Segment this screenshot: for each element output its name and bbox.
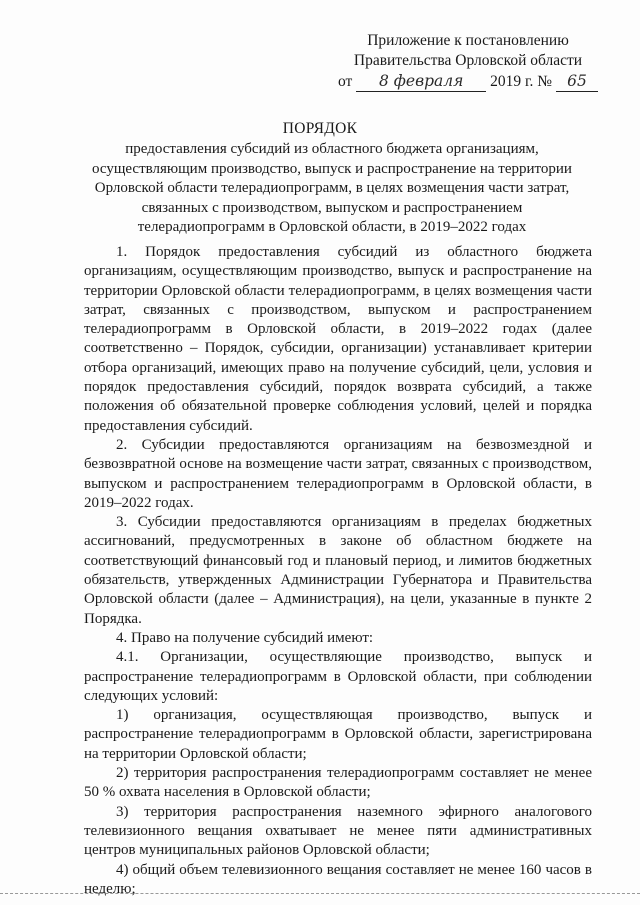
appendix-date-line	[318, 71, 618, 92]
document-title: ПОРЯДОК	[282, 120, 358, 137]
date-prefix: от	[338, 73, 353, 90]
appendix-header	[318, 31, 618, 92]
scan-edge-line	[0, 893, 640, 895]
paragraph-3: 3. Субсидии предоставляются организациям в пределах бюджетных ассигнований, предусмотренных в законе об областном бюджете на соответствующий финансовый год и плановый период, и лимитов бюджетных обязательств, утвержденных Администрации Губернатора и Правительства Орловской области (далее – Администрация), на цели, указанные в пункте 2 Порядка.	[84, 514, 592, 627]
paragraph-2: 2. Субсидии предоставляются организациям на безвозмездной и безвозвратной основе на возмещение части затрат, связанных с производством, выпуском и распространением телерадиопрограмм в Орловской области, в 2019–2022 годах.	[84, 436, 592, 511]
appendix-line-2: Правительства Орловской области	[353, 52, 583, 69]
handwritten-number: 65	[556, 71, 598, 92]
paragraph-4: 4. Право на получение субсидий имеют:	[116, 629, 374, 646]
paragraph-condition-1: 1) организация, осуществляющая производство, выпуск и распространение телерадиопрограмм в Орловской области, зарегистрирована на территории Орловской области;	[84, 707, 592, 762]
paragraph-1: 1. Порядок предоставления субсидий из областного бюджета организациям, осуществляющим производство, выпуск и распространение на территории Орловской области телерадиопрограмм, в целях возмещения части затрат, связанных с производством, выпуском и распространением телерадиопрограмм в Орловской области, в 2019–2022 годах (далее соответственно – Порядок, субсидии, организации) устанавливает критерии отбора организаций, имеющих право на получение субсидий, цели, условия и порядок предоставления субсидий, порядок возврата субсидий, а также положения об обязательной проверке соблюдения условий, целей и порядка предоставления субсидий.	[84, 244, 592, 434]
document-subtitle: предоставления субсидий из областного бюджета организациям, осуществляющим производство, выпуск и распространение на территории Орловской области телерадиопрограмм, в целях возмещения части затрат, связанных с производством, выпуском и распространением телерадиопрограмм в Орловской области, в 2019–2022 годах	[92, 141, 572, 235]
appendix-line-1: Приложение к постановлению	[367, 32, 569, 49]
paragraph-condition-3: 3) территория распространения наземного эфирного аналогового телевизионного вещания охватывает не менее пяти административных центров муниципальных районов Орловской области;	[84, 803, 592, 859]
paragraph-condition-4: 4) общий объем телевизионного вещания составляет не менее 160 часов в неделю;	[84, 861, 592, 897]
paragraph-condition-2: 2) территория распространения телерадиопрограмм составляет не менее 50 % охвата населения в Орловской области;	[84, 765, 592, 801]
handwritten-date: 8 февраля	[356, 71, 486, 92]
document-body	[84, 243, 592, 899]
paragraph-4-1: 4.1. Организации, осуществляющие производство, выпуск и распространение телерадиопрограмм в Орловской области, при соблюдении следующих условий:	[84, 649, 592, 704]
year-number-label: 2019 г. №	[490, 73, 553, 90]
